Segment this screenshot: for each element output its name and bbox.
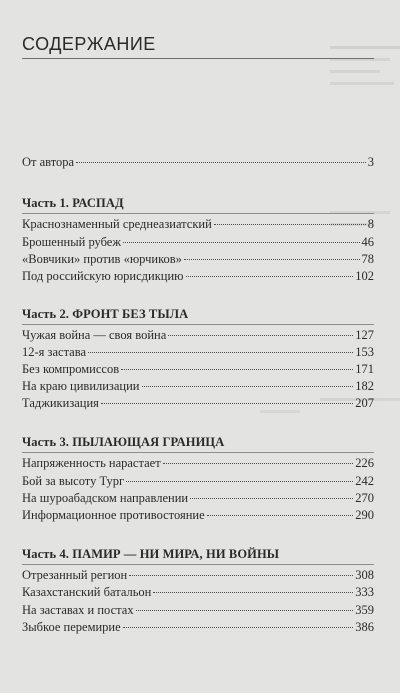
toc-entry[interactable] [22,328,374,346]
leader-dots [136,610,354,611]
toc-entry-label: Брошенный рубеж [22,235,121,249]
leader-dots [184,259,360,260]
leader-dots [142,386,354,387]
part-heading[interactable]: Часть 1. РАСПАД [22,196,124,210]
toc-entry[interactable] [22,379,374,397]
part-rule [22,452,374,453]
toc-entry[interactable] [22,620,374,638]
leader-dots [168,335,353,336]
leader-dots [186,276,354,277]
toc-entry-label: Таджикизация [22,396,99,410]
toc-entry-label: На краю цивилизации [22,379,140,393]
leader-dots [123,627,354,628]
leader-dots [214,224,366,225]
toc-entry-page: 3 [367,155,374,169]
toc-entry-label: Информационное противостояние [22,508,205,522]
toc-entry-label: Напряженность нарастает [22,456,161,470]
part-heading[interactable]: Часть 3. ПЫЛАЮЩАЯ ГРАНИЦА [22,435,225,449]
toc-entry-page: 308 [355,568,374,582]
toc-entry-page: 359 [355,603,374,617]
part-rule [22,324,374,325]
toc-entry-page: 127 [355,328,374,342]
toc-entry-page: 8 [367,217,374,231]
part-rule [22,213,374,214]
toc-entry-page: 102 [355,269,374,283]
toc-entry-label: 12-я застава [22,345,87,359]
toc-entry-page: 226 [355,456,374,470]
leader-dots [88,352,353,353]
toc-entry-label: От автора [22,155,75,169]
leader-dots [126,481,353,482]
toc-entry[interactable] [22,235,374,253]
toc-entry-label: Чужая война — своя война [22,328,167,342]
toc-entry-label: На заставах и постах [22,603,134,617]
toc-entry-page: 46 [361,235,374,249]
toc-entry-page: 78 [361,252,374,266]
toc-entry[interactable] [22,362,374,380]
toc-entry-label: Бой за высоту Тург [22,474,125,488]
toc-entry[interactable] [22,508,374,526]
toc-entry-page: 207 [355,396,374,410]
toc-entry-label: На шуроабадском направлении [22,491,189,505]
leader-dots [129,575,353,576]
show-through-texture [330,40,400,94]
page-title: СОДЕРЖАНИЕ [22,34,156,54]
leader-dots [123,242,360,243]
toc-entry-label: Без компромиссов [22,362,120,376]
leader-dots [101,403,353,404]
leader-dots [190,498,353,499]
toc-entry-label: «Вовчики» против «юрчиков» [22,252,182,266]
toc-entry-label: Казахстанский батальон [22,585,152,599]
toc-entry[interactable] [22,603,374,621]
toc-entry-page: 153 [355,345,374,359]
leader-dots [163,463,354,464]
leader-dots [207,515,354,516]
toc-entry-label: Под российскую юрисдикцию [22,269,184,283]
part-heading[interactable]: Часть 2. ФРОНТ БЕЗ ТЫЛА [22,307,189,321]
toc-entry-page: 171 [355,362,374,376]
toc-entry-label: Краснознаменный среднеазиатский [22,217,212,231]
toc-entry-page: 270 [355,491,374,505]
title-rule [22,58,374,59]
toc-entry[interactable] [22,396,374,414]
toc-entry[interactable] [22,474,374,492]
leader-dots [121,369,353,370]
toc-entry-page: 333 [355,585,374,599]
toc-entry-label: Зыбкое перемирие [22,620,121,634]
toc-entry[interactable] [22,252,374,270]
toc-entry-page: 242 [355,474,374,488]
toc-entry[interactable] [22,491,374,509]
toc-entry-page: 386 [355,620,374,634]
toc-entry[interactable] [22,345,374,363]
toc-entry[interactable] [22,269,374,287]
toc-entry[interactable] [22,217,374,235]
leader-dots [153,592,353,593]
part-heading[interactable]: Часть 4. ПАМИР — НИ МИРА, НИ ВОЙНЫ [22,547,280,561]
leader-dots [76,162,366,163]
toc-entry[interactable] [22,456,374,474]
toc-entry[interactable] [22,568,374,586]
part-rule [22,564,374,565]
toc-entry[interactable] [22,155,374,173]
toc-entry-label: Отрезанный регион [22,568,128,582]
toc-entry[interactable] [22,585,374,603]
toc-entry-page: 182 [355,379,374,393]
toc-entry-page: 290 [355,508,374,522]
